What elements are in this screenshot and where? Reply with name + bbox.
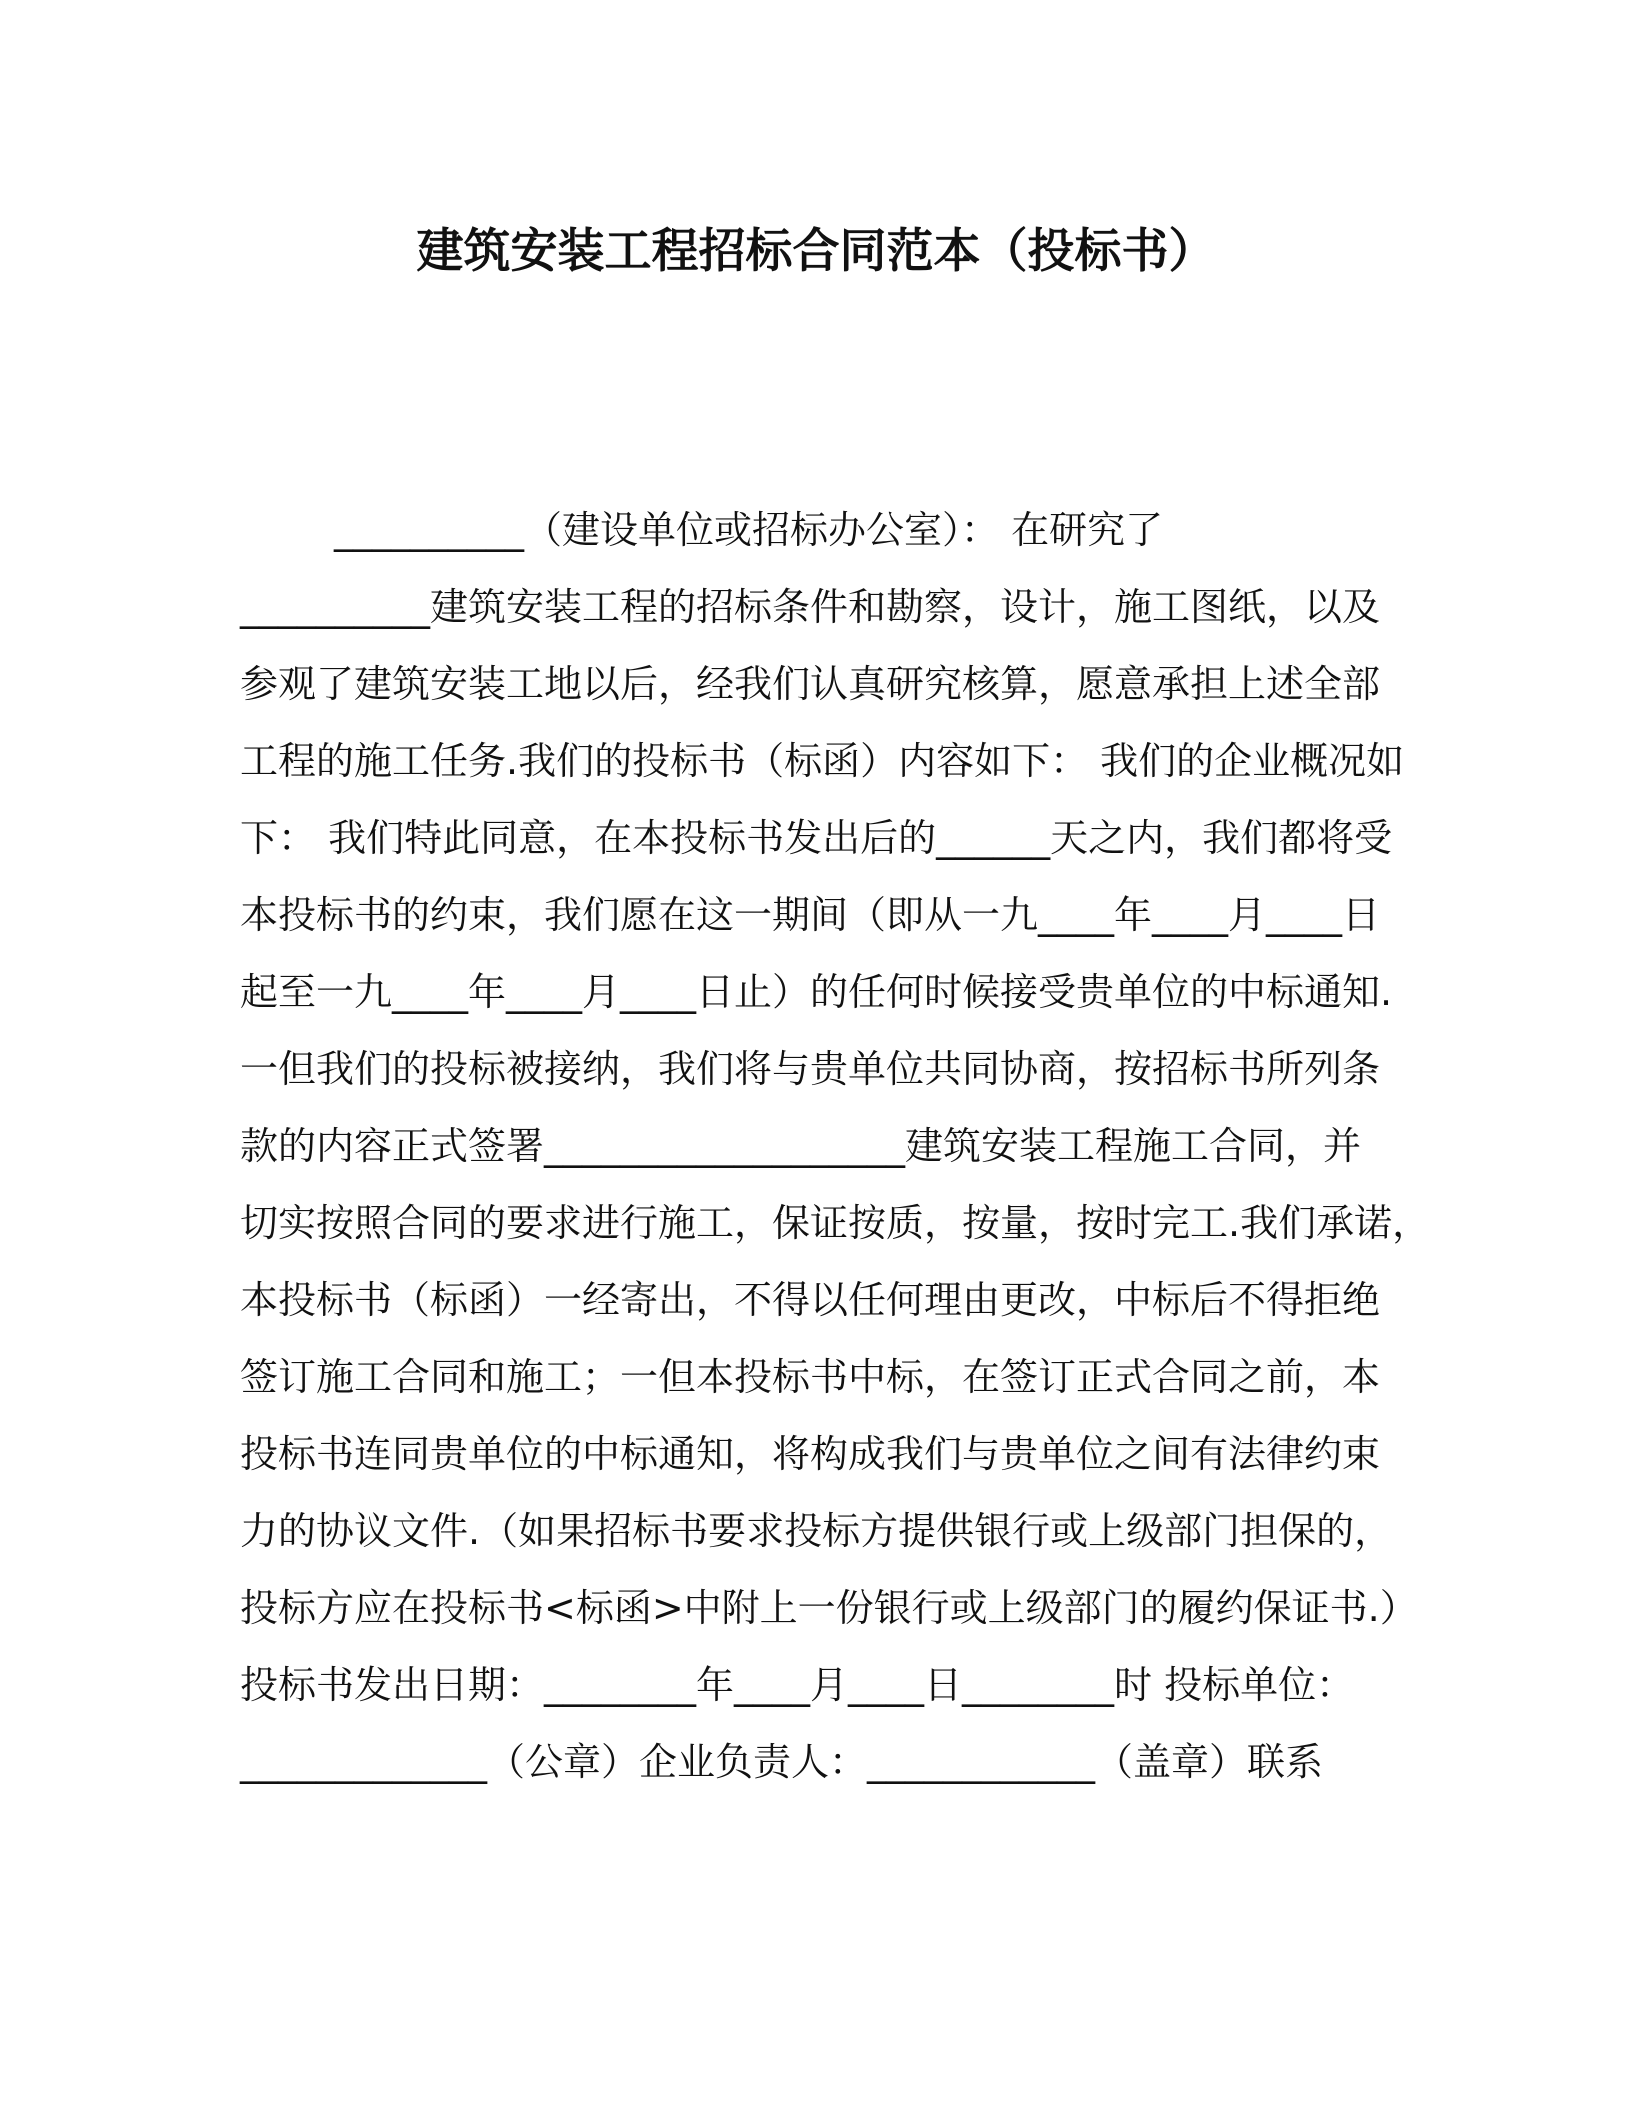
body-line: 起至一九____年____月____日止）的任何时候接受贵单位的中标通知. — [240, 970, 1393, 1014]
body-line: 下： 我们特此同意，在本投标书发出后的______天之内，我们都将受 — [240, 816, 1393, 860]
document-body — [240, 492, 1431, 1801]
body-line: 工程的施工任务.我们的投标书（标函）内容如下： 我们的企业概况如 — [240, 739, 1405, 783]
body-line: __________（建设单位或招标办公室）： 在研究了 — [334, 508, 1164, 552]
body-line: 力的协议文件.（如果招标书要求投标方提供银行或上级部门担保的， — [240, 1509, 1393, 1553]
body-line: 投标方应在投标书<标函>中附上一份银行或上级部门的履约保证书.） — [240, 1586, 1418, 1630]
body-line: 款的内容正式签署___________________建筑安装工程施工合同，并 — [240, 1124, 1362, 1168]
body-line: 投标书发出日期：________年____月____日________时 投标单位： — [240, 1663, 1355, 1707]
document-title: 建筑安装工程招标合同范本（投标书） — [416, 224, 1216, 279]
body-line: 一但我们的投标被接纳，我们将与贵单位共同协商，按招标书所列条 — [240, 1047, 1381, 1091]
body-line: 本投标书（标函）一经寄出，不得以任何理由更改，中标后不得拒绝 — [240, 1278, 1381, 1322]
body-line: 本投标书的约束，我们愿在这一期间（即从一九____年____月____日 — [240, 893, 1381, 937]
body-line: 投标书连同贵单位的中标通知，将构成我们与贵单位之间有法律约束 — [240, 1432, 1381, 1476]
body-line: 切实按照合同的要求进行施工，保证按质，按量，按时完工.我们承诺， — [240, 1201, 1431, 1245]
body-line: _____________（公章）企业负责人：____________（盖章）联系 — [240, 1740, 1324, 1784]
body-line: 签订施工合同和施工；一但本投标书中标，在签订正式合同之前，本 — [240, 1355, 1381, 1399]
body-line: __________建筑安装工程的招标条件和勘察，设计，施工图纸，以及 — [240, 585, 1381, 629]
body-line: 参观了建筑安装工地以后，经我们认真研究核算，愿意承担上述全部 — [240, 662, 1381, 706]
